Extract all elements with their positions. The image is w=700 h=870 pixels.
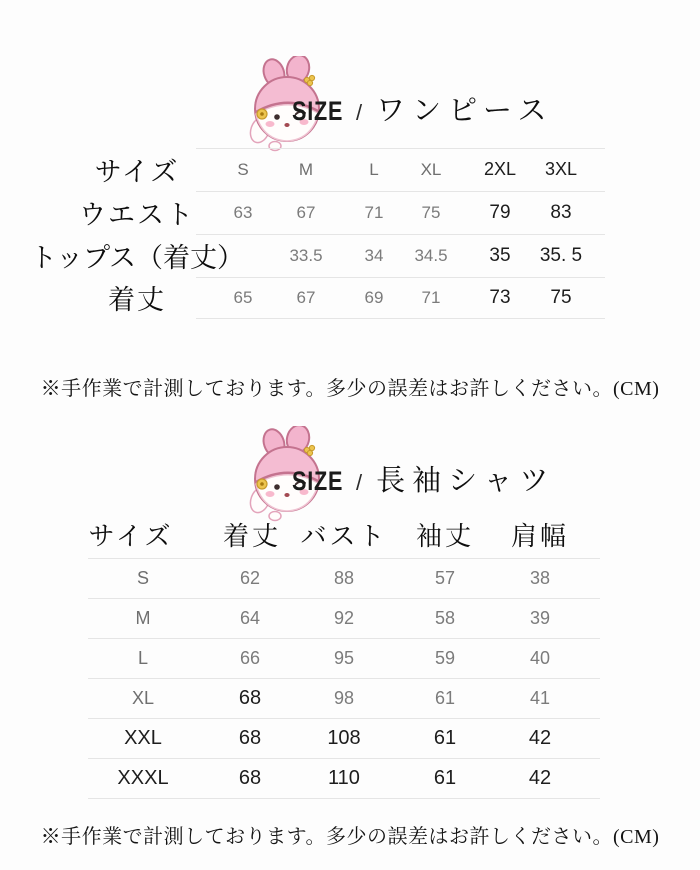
t2-row-label-l: L [137,647,148,668]
size-label: SIZE [292,96,344,126]
t2-cell: 68 [238,686,262,709]
product-name-shirt: 長袖シャツ [376,465,556,497]
t2-col-header-bust: バスト [300,521,388,551]
t2-cell: 68 [238,726,262,749]
t1-cell: 35. 5 [539,244,583,266]
t2-cell: 110 [328,766,360,789]
t1-cell: 73 [489,286,511,308]
t2-cell: 66 [239,647,261,668]
t1-cell: 71 [364,202,384,222]
t2-row-label-xl: XL [131,687,155,708]
section1-title [292,88,554,129]
t1-row-label-length: 着丈 [108,285,166,315]
t2-cell: 88 [333,567,355,588]
t1-cell: 69 [364,287,384,307]
t1-cell: 75 [550,286,572,308]
t2-cell: 42 [528,766,552,789]
t2-cell: 61 [433,726,457,749]
t1-cell: 33.5 [289,245,323,265]
t2-cell: 59 [434,647,456,668]
t2-col-header-sleeve: 袖丈 [415,521,474,551]
t1-corner-label: サイズ [94,157,180,187]
t1-col-header-l: L [369,159,379,179]
t1-cell: 71 [421,287,441,307]
size-label: SIZE [292,466,344,496]
divider [196,318,605,319]
t1-cell: 75 [421,202,441,222]
t2-row-label-s: S [136,567,149,588]
t2-cell: 61 [433,766,457,789]
t2-cell: 58 [434,607,456,628]
t2-cell: 95 [333,647,355,668]
t2-col-header-shoulder: 肩幅 [510,521,569,551]
title-slash: / [356,470,363,495]
t1-cell: 63 [233,202,253,222]
t1-cell-empty [212,234,274,277]
t1-cell: 67 [296,287,316,307]
t2-cell: 57 [434,567,456,588]
t2-cell: 98 [333,687,355,708]
t1-cell: 35 [489,244,511,266]
t1-row-label-tops-length: トップス（着丈） [29,243,245,273]
t2-cell: 64 [239,607,261,628]
t1-col-header-3xl: 3XL [544,159,578,179]
t1-cell: 67 [296,202,316,222]
t2-cell: 41 [529,687,551,708]
t1-col-header-2xl: 2XL [483,159,517,179]
t2-cell: 68 [238,766,262,789]
divider [88,798,600,799]
t1-col-header-xl: XL [420,159,442,179]
t1-cell: 34.5 [414,245,448,265]
t2-cell: 61 [434,687,456,708]
t2-cell: 38 [529,567,551,588]
t1-cell: 34 [364,245,384,265]
t2-row-label-xxxl: XXXL [117,766,169,789]
t2-cell: 40 [529,647,551,668]
t1-row-label-waist: ウエスト [79,200,195,230]
title-slash: / [356,100,363,125]
t2-cell: 92 [333,607,355,628]
t1-cell: 83 [550,201,572,223]
t1-col-header-m: M [298,159,314,179]
t2-row-label-m: M [135,607,151,628]
measurement-note: ※手作業で計測しております。多少の誤差はお許しください。(CM) [40,378,660,400]
t2-cell: 108 [327,726,361,749]
section2-title [292,458,556,499]
t2-col-header-length: 着丈 [222,521,281,551]
measurement-note: ※手作業で計測しております。多少の誤差はお許しください。(CM) [40,826,660,848]
t2-cell: 62 [239,567,261,588]
product-name-dress: ワンピース [376,95,554,127]
t2-cell: 42 [528,726,552,749]
t2-col-header-size: サイズ [88,521,174,551]
t2-row-label-xxl: XXL [124,726,162,749]
t1-col-header-s: S [237,159,249,179]
t2-cell: 39 [529,607,551,628]
t1-cell: 65 [233,287,253,307]
t1-cell: 79 [489,201,511,223]
